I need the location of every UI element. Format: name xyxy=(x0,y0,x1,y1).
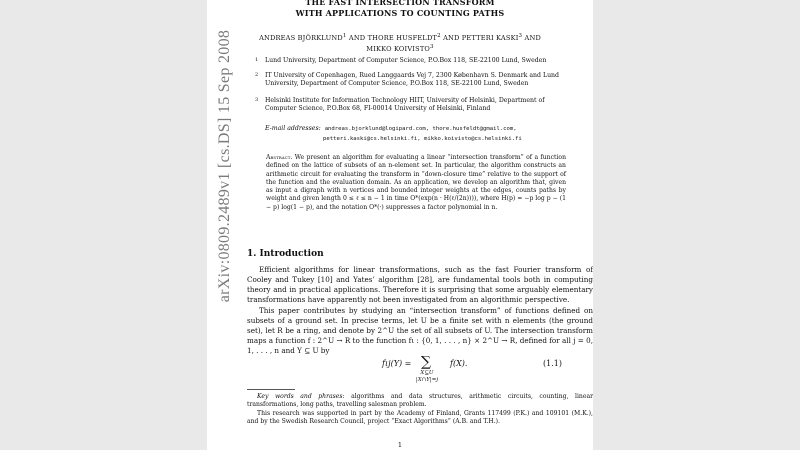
author-husfeldt: AND THORE HUSFELDT xyxy=(348,34,438,43)
sum-symbol: ∑ xyxy=(421,354,431,370)
equation-lhs: fιj(Y) = xyxy=(382,359,412,368)
author-list xyxy=(207,32,593,53)
author-and: AND xyxy=(524,34,541,43)
abstract-label: Abstract. xyxy=(266,154,293,161)
section-heading: 1. Introduction xyxy=(247,249,324,259)
paper-page xyxy=(207,0,593,450)
sum-subscript: X⊆U |X∩Y|=j xyxy=(415,370,439,383)
title-line-1: THE FAST INTERSECTION TRANSFORM xyxy=(305,0,495,7)
email-addresses xyxy=(265,124,580,144)
affiliation-1: 1 Lund University, Department of Computer Science, P.O.Box 118, SE-22100 Lund, Sweden xyxy=(255,57,547,64)
paragraph-1: Efficient algorithms for linear transformations, such as the fast Fourier transform of Cooley and Tukey [10] and Yates’ algorithm [28], are fundamental tools both in computing theory and in practical applications. Therefore it is surprising that some arguably elementary transformations have apparently not been investigated from an algorithmic perspective. xyxy=(247,265,593,305)
author-bjorklund: ANDREAS BJÖRKLUND xyxy=(259,34,343,43)
email-line-2: petteri.kaski@cs.helsinki.fi, mikko.koivisto@cs.helsinki.fi xyxy=(323,136,522,142)
authors-line-2: MIKKO KOIVISTO$^3$ xyxy=(366,43,434,53)
equation-number: (1.1) xyxy=(543,359,562,368)
keywords-label: Key words and phrases: xyxy=(257,393,345,400)
paragraph-2: This paper contributes by studying an “intersection transform” of functions defined on subsets of a ground set. In precise terms, let U be a finite set with n elements (the ground set), let R be a ring, and denote by 2^U the set of all subsets of U. The intersection transform maps a function f : 2^U → R to the function fι : {0, 1, . . . , n} × 2^U → R, defined for all j = 0, 1, . . . , n and Y ⊆ U by xyxy=(247,306,593,356)
authors-line-1: ANDREAS BJÖRKLUND$^1$ AND THORE HUSFELDT$^2$ AND PETTERI KASKI$^3$ AND xyxy=(259,33,541,43)
affiliation-3: 3 Helsinki Institute for Information Technology HIIT, University of Helsinki, Department of Computer Science, P.O.Box 68, FI-00014 University of Helsinki, Finland xyxy=(255,97,545,113)
affiliation-2: 2 IT University of Copenhagen, Rued Langgaards Vej 7, 2300 København S. Denmark and Lund University, Department of Computer Science, P.O.Box 118, SE-22100 Lund, Sweden xyxy=(255,72,560,88)
paper-title xyxy=(207,0,593,19)
abstract-text: We present an algorithm for evaluating a linear “intersection transform” of a function defined on the lattice of subsets of an n-element set. In particular, the algorithm constructs an arithmetic circuit for evaluating the transform in “down-closure time” relative to the support of the function and the evaluation domain. As an application, we develop an algorithm that, given as input a digraph with n vertices and bounded integer weights at the edges, counts paths by weight and given length 0 ≤ ℓ ≤ n − 1 in time O*(exp(n · H(ℓ/(2n)))), where H(p) = −p log p − (1 − p) log(1 − p), and the notation O*(·) suppresses a factor polynomial in n. xyxy=(266,154,566,211)
footnote-funding: This research was supported in part by the Academy of Finland, Grants 117499 (P.K.) and 109101 (M.K.), and by the Swedish Research Council, project “Exact Algorithms” (A.B. and T.H.). xyxy=(247,410,593,426)
footnote-rule xyxy=(247,389,295,390)
page-number: 1 xyxy=(397,441,403,449)
email-line-1: andreas.bjorklund@logipard.com, thore.husfeldt@gmail.com, xyxy=(324,126,517,132)
email-label: E-mail addresses: xyxy=(265,125,321,132)
footnote-keywords: Key words and phrases: algorithms and data structures, arithmetic circuits, counting, linear transformations, long paths, travelling salesman problem. xyxy=(247,393,593,409)
arxiv-stamp: arXiv:0809.2489v1 [cs.DS] 15 Sep 2008 xyxy=(216,29,233,303)
author-koivisto: MIKKO KOIVISTO xyxy=(366,44,431,53)
title-line-2: WITH APPLICATIONS TO COUNTING PATHS xyxy=(295,8,505,18)
equation-rhs: f(X). xyxy=(450,359,468,368)
equation-1-1 xyxy=(207,354,593,384)
author-kaski: AND PETTERI KASKI xyxy=(443,34,519,43)
abstract xyxy=(266,154,566,212)
